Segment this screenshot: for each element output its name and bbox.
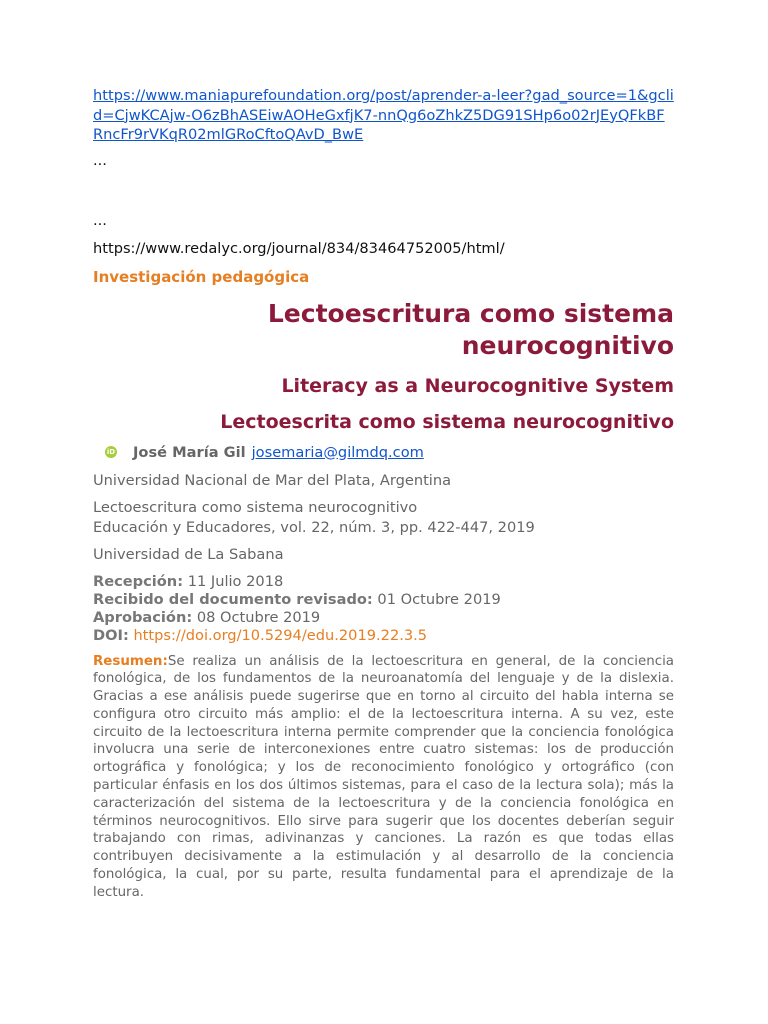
- revised-date: [93, 591, 674, 609]
- redalyc-url: https://www.redalyc.org/journal/834/83464752005/html/: [93, 239, 505, 257]
- revised-value: 01 Octubre 2019: [377, 590, 501, 608]
- affiliation: Universidad Nacional de Mar del Plata, Argentina: [93, 471, 452, 489]
- received-label: Recepción:: [93, 572, 184, 590]
- approved-date: [93, 609, 674, 627]
- ellipsis-2: ...: [93, 211, 107, 229]
- received-value: 11 Julio 2018: [187, 572, 284, 590]
- received-date: [93, 573, 674, 591]
- article-title-pt: Lectoescrita como sistema neurocognitivo: [220, 410, 674, 433]
- abstract-label: Resumen:: [93, 653, 168, 669]
- article-title-en: Literacy as a Neurocognitive System: [281, 374, 674, 397]
- author-name: José María Gil: [133, 443, 246, 461]
- header-link[interactable]: https://www.maniapurefoundation.org/post/aprender-a-leer?gad_source=1&gclid=CjwKCAjw-O6zBhASEiwAOHeGxfjK7-nnQg6oZhkZ5DG91SHp6o02rJEyQFkBFRncFr9rVKqR02mlGRoCftoQAvD_BwE: [93, 87, 674, 143]
- dates-block: [93, 573, 674, 645]
- approved-value: 08 Octubre 2019: [196, 608, 321, 626]
- orcid-icon[interactable]: iD: [106, 448, 116, 456]
- doi-link[interactable]: https://doi.org/10.5294/edu.2019.22.3.5: [133, 626, 428, 644]
- author-row: [93, 444, 674, 461]
- section-label: Investigación pedagógica: [93, 267, 310, 286]
- abstract-text: Se realiza un análisis de la lectoescritura en general, de la conciencia fonológica, de los fundamentos de la neuroanatomía del lenguaje y de la dislexia. Gracias a ese análisis puede sugerirse que en torno al circuito del habla interna se configura otro circuito más amplio: el de la lectoescritura interna. A su vez, este circuito de la lectoescritura interna permite comprender que la conciencia fonológica involucra una serie de interconexiones entre cuatro sistemas: los de producción ortográfica y fonológica; y los de reconocimiento fonológico y ortográfico (con particular énfasis en los dos últimos sistemas, para el caso de la lectura sola); más la caracterización del sistema de la lectoescritura y de la conciencia fonológica en términos neurocognitivos. Ello sirve para sugerir que los docentes deberían seguir trabajando con rimas, adivinanzas y canciones. La razón es que todas ellas contribuyen decisivamente a la estimulación y al desarrollo de la conciencia fonológica, la cual, por su parte, resulta fundamental para el aprendizaje de la lectura.: [93, 653, 674, 900]
- revised-label: Recibido del documento revisado:: [93, 590, 373, 608]
- doi-label: DOI:: [93, 626, 129, 644]
- doi-line: [93, 627, 674, 645]
- journal-article-title: Lectoescritura como sistema neurocognitivo: [93, 499, 418, 516]
- ellipsis-1: ...: [93, 151, 107, 169]
- author-email-link[interactable]: josemaria@gilmdq.com: [251, 443, 424, 461]
- document-content: [93, 86, 674, 902]
- journal-citation: Educación y Educadores, vol. 22, núm. 3, pp. 422-447, 2019: [93, 518, 535, 536]
- article-title-es: Lectoescritura como sistema neurocognitivo: [267, 298, 674, 360]
- approved-label: Aprobación:: [93, 608, 193, 626]
- abstract: [93, 653, 674, 902]
- journal-publisher: Universidad de La Sabana: [93, 546, 284, 563]
